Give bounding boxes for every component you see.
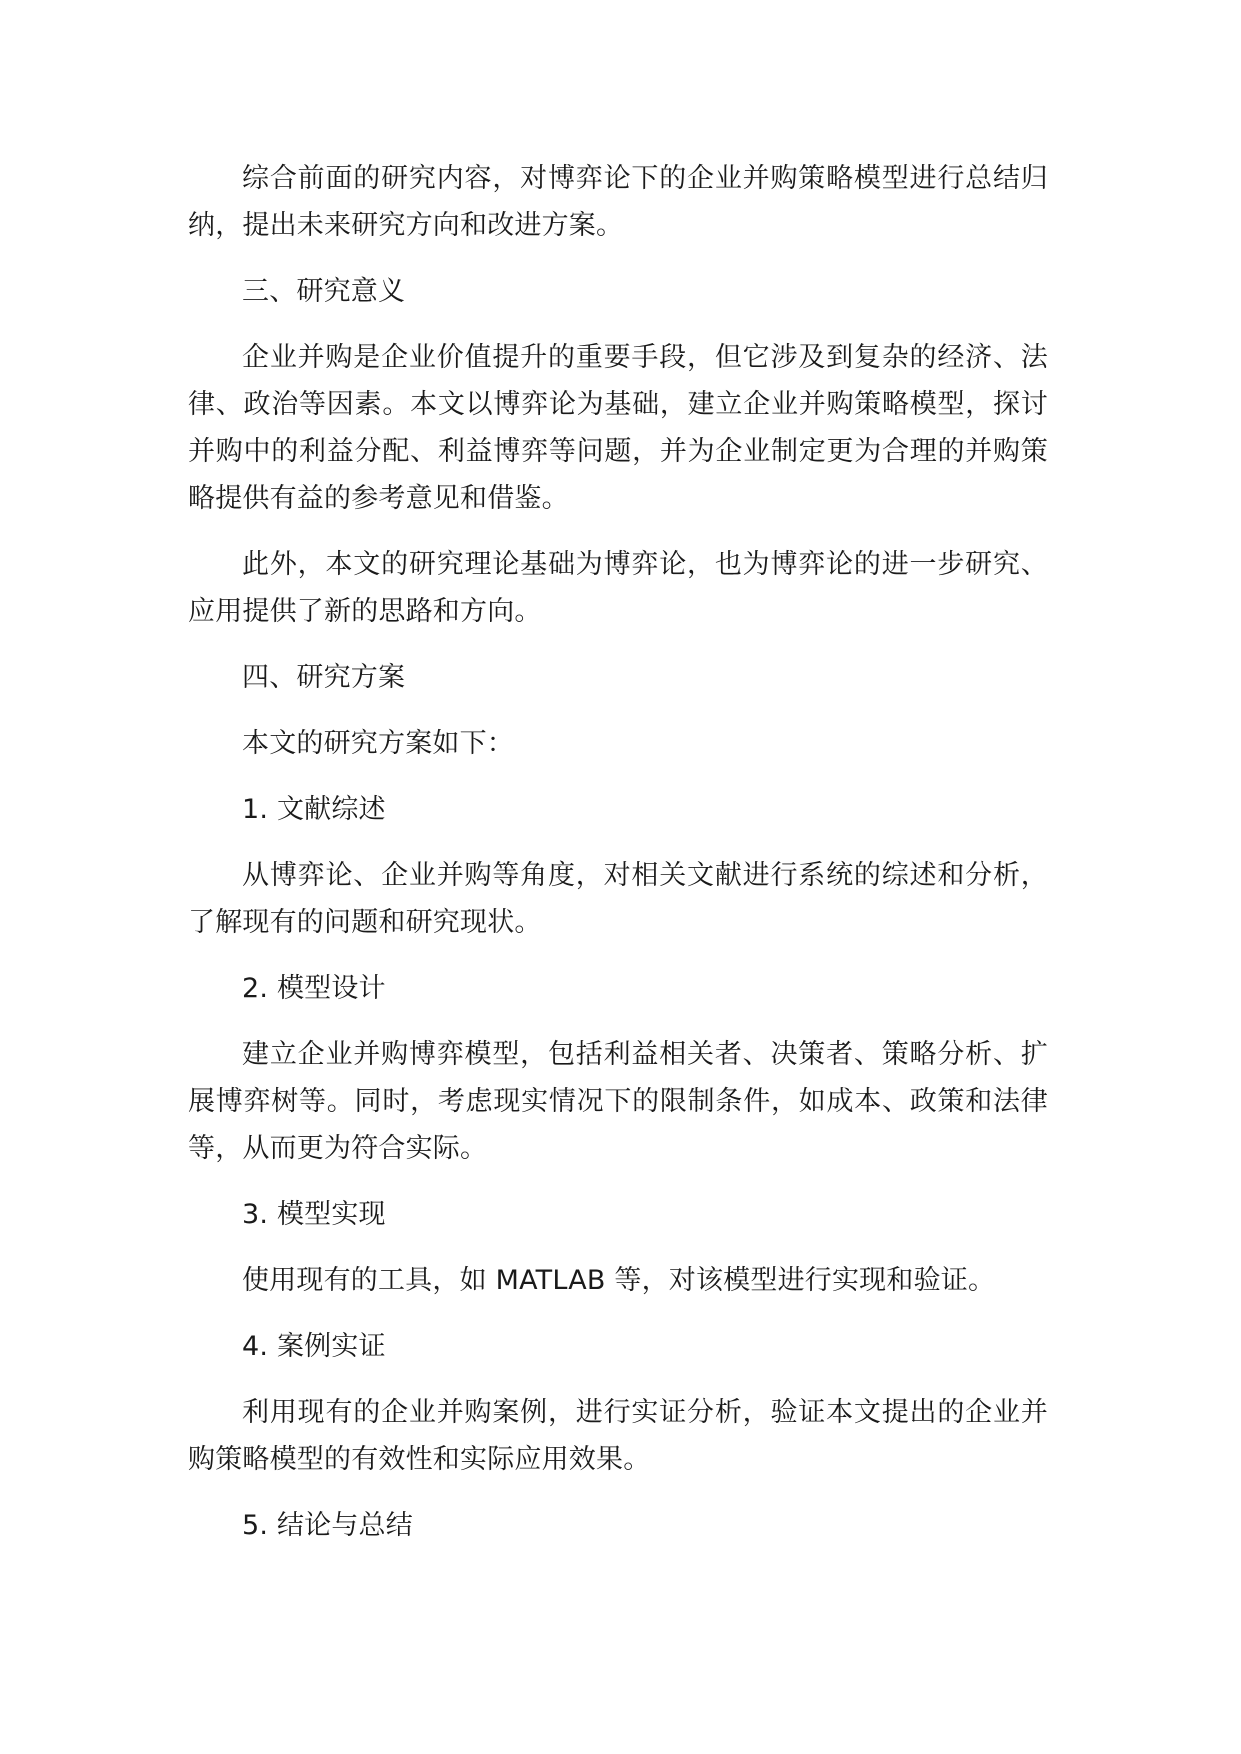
subheading-literature-review: 1. 文献综述 xyxy=(242,794,386,825)
paragraph-summary: 综合前面的研究内容，对博弈论下的企业并购策略模型进行总结归纳，提出未来研究方向和改进方案。 xyxy=(188,163,1048,241)
section-heading-significance: 三、研究意义 xyxy=(242,276,406,307)
section-heading-plan: 四、研究方案 xyxy=(242,662,406,693)
paragraph-case-study: 利用现有的企业并购案例，进行实证分析，验证本文提出的企业并购策略模型的有效性和实际应用效果。 xyxy=(188,1397,1048,1475)
subheading-case-study: 4. 案例实证 xyxy=(242,1331,386,1362)
paragraph-plan-intro: 本文的研究方案如下： xyxy=(242,728,514,759)
subheading-conclusion: 5. 结论与总结 xyxy=(242,1510,413,1541)
paragraph-model-implementation: 使用现有的工具，如 MATLAB 等，对该模型进行实现和验证。 xyxy=(242,1265,996,1296)
paragraph-theory-contribution: 此外，本文的研究理论基础为博弈论，也为博弈论的进一步研究、应用提供了新的思路和方向。 xyxy=(188,549,1048,627)
paragraph-literature-review: 从博弈论、企业并购等角度，对相关文献进行系统的综述和分析，了解现有的问题和研究现状。 xyxy=(188,860,1048,938)
document-body xyxy=(188,155,1048,1568)
paragraph-significance: 企业并购是企业价值提升的重要手段，但它涉及到复杂的经济、法律、政治等因素。本文以博弈论为基础，建立企业并购策略模型，探讨并购中的利益分配、利益博弈等问题，并为企业制定更为合理的并购策略提供有益的参考意见和借鉴。 xyxy=(188,342,1048,514)
subheading-model-implementation: 3. 模型实现 xyxy=(242,1199,386,1230)
paragraph-model-design: 建立企业并购博弈模型，包括利益相关者、决策者、策略分析、扩展博弈树等。同时，考虑现实情况下的限制条件，如成本、政策和法律等，从而更为符合实际。 xyxy=(188,1039,1048,1164)
subheading-model-design: 2. 模型设计 xyxy=(242,973,386,1004)
